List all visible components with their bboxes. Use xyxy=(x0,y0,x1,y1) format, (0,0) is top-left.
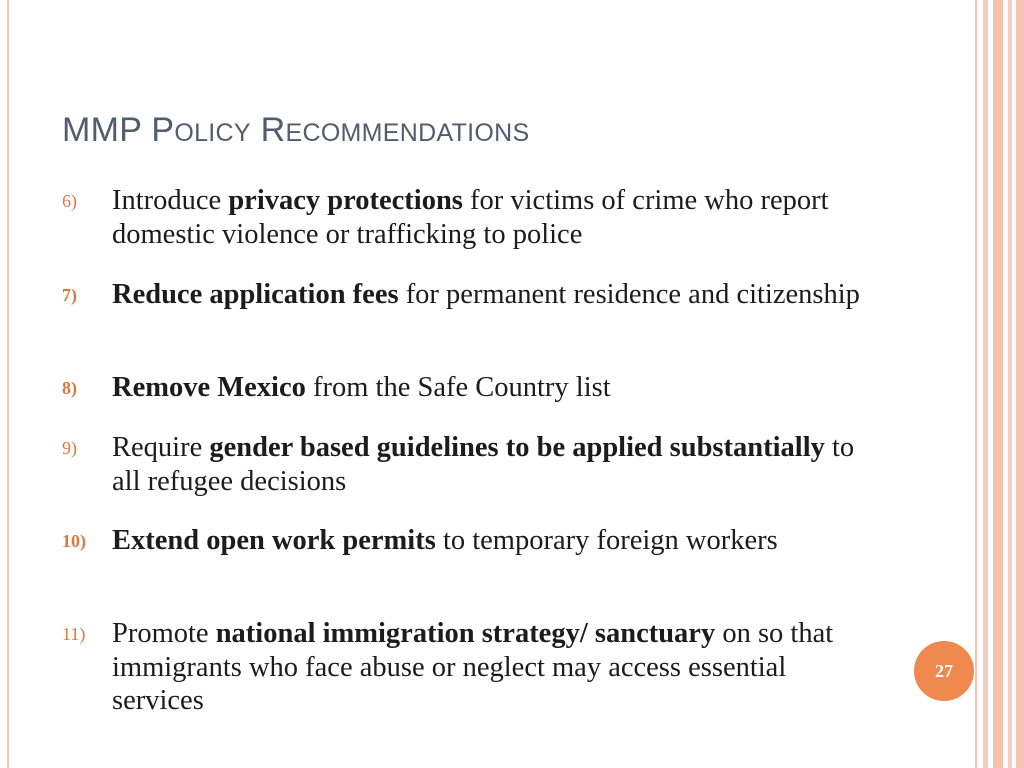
slide-title xyxy=(62,108,530,155)
title-part-mmp: MMP xyxy=(62,111,142,149)
item-text-pre: Require xyxy=(112,432,210,463)
item-text-post: from the Safe Country list xyxy=(305,372,611,403)
item-text xyxy=(112,184,877,251)
decorative-stripe xyxy=(1016,0,1024,768)
page-number: 27 xyxy=(935,660,953,681)
item-text-bold: Reduce application fees xyxy=(112,279,399,310)
item-number: 11) xyxy=(62,624,86,644)
item-text-bold: national immigration strategy/ sanctuary xyxy=(215,618,716,649)
item-text-post: to all refugee decisions xyxy=(112,432,855,497)
item-number: 6) xyxy=(62,191,77,211)
title-rest-recommendations: ECOMMENDATIONS xyxy=(285,119,530,147)
item-number: 9) xyxy=(62,438,77,458)
item-number: 7) xyxy=(62,285,77,305)
title-cap-r: R xyxy=(260,111,286,149)
recommendation-item xyxy=(62,278,882,312)
item-text-pre: Promote xyxy=(112,618,216,649)
decorative-stripe xyxy=(983,0,988,768)
item-text xyxy=(112,431,877,498)
title-rest-policy: OLICY xyxy=(174,119,251,147)
item-text xyxy=(112,278,877,312)
item-text-post: for permanent residence and citizenship xyxy=(398,279,860,310)
recommendation-item xyxy=(62,617,882,718)
item-text-post: on so that immigrants who face abuse or neglect may access essential services xyxy=(112,618,834,716)
item-text-bold: Remove Mexico xyxy=(112,372,306,403)
item-text xyxy=(112,371,877,405)
left-border-line xyxy=(7,0,9,768)
decorative-stripe xyxy=(1008,0,1012,768)
decorative-stripe xyxy=(993,0,1003,768)
item-number: 10) xyxy=(62,531,86,551)
item-text-post: to temporary foreign workers xyxy=(435,525,778,556)
page-number-badge xyxy=(914,641,974,701)
item-text xyxy=(112,524,877,558)
decorative-stripe xyxy=(975,0,977,768)
item-text xyxy=(112,617,877,718)
item-number: 8) xyxy=(62,378,77,398)
item-text-bold: Extend open work permits xyxy=(112,525,436,556)
recommendation-item xyxy=(62,431,882,498)
item-text-post: for victims of crime who report domestic violence or trafficking to police xyxy=(112,185,829,250)
item-text-bold: privacy protections xyxy=(228,185,463,216)
item-text-bold: gender based guidelines to be applied substantially xyxy=(209,432,825,463)
recommendation-item xyxy=(62,371,882,405)
recommendation-item xyxy=(62,184,882,251)
title-cap-p: P xyxy=(151,111,175,149)
item-text-pre: Introduce xyxy=(112,185,229,216)
recommendation-item xyxy=(62,524,882,558)
